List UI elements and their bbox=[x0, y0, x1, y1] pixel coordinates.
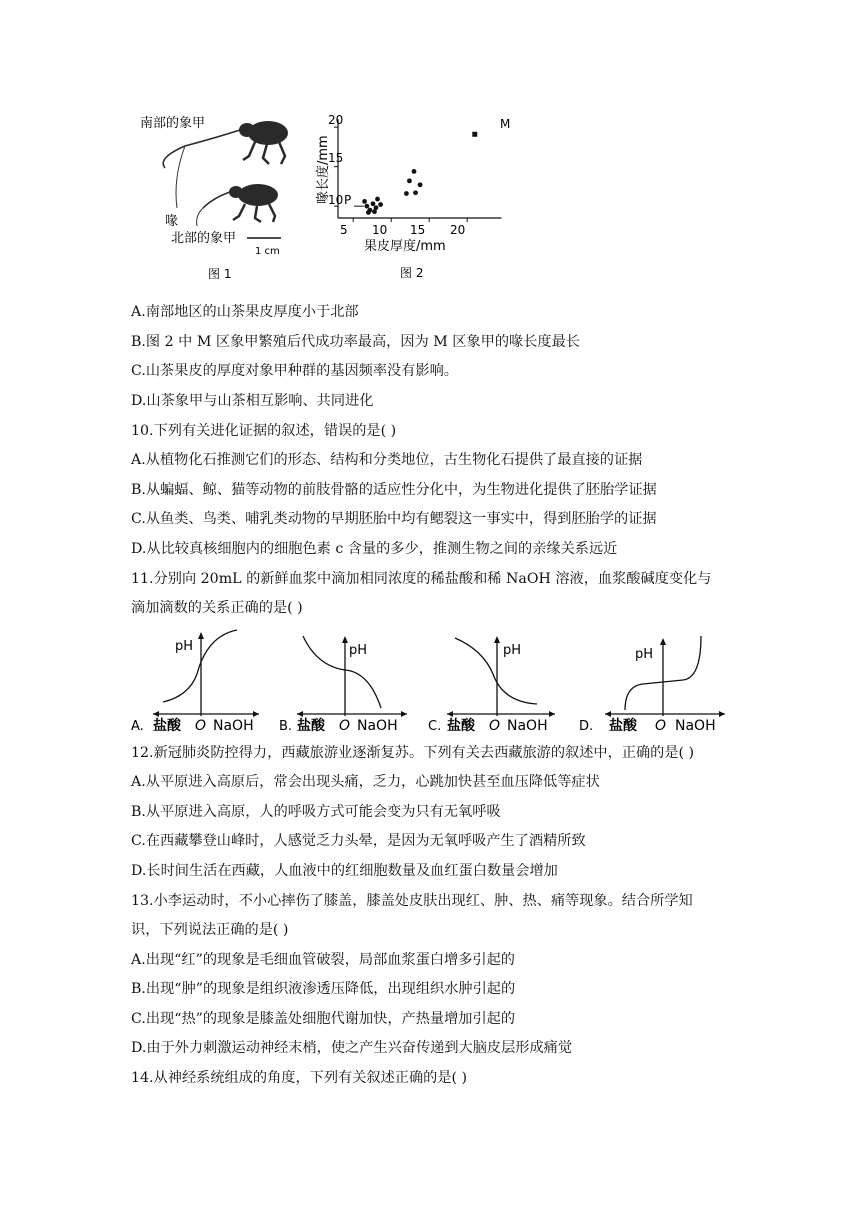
graph-c bbox=[428, 636, 555, 734]
data-point bbox=[362, 199, 367, 204]
figure-2-caption: 图 2 bbox=[400, 266, 424, 280]
q12-option-c: C.在西藏攀登山峰时，人感觉乏力头晕，是因为无氧呼吸产生了酒精所致 bbox=[131, 833, 586, 849]
label-south: 南部的象甲 bbox=[140, 116, 206, 131]
option-b-label: B. bbox=[279, 719, 293, 734]
option-a-label: A. bbox=[131, 719, 144, 734]
graph-d-ph: pH bbox=[635, 647, 654, 662]
data-point bbox=[364, 204, 369, 209]
north-beetle-icon bbox=[203, 184, 278, 222]
graph-c-right: NaOH bbox=[507, 718, 548, 734]
graph-b-ph: pH bbox=[349, 643, 368, 658]
x-axis-label: 果皮厚度/mm bbox=[364, 239, 446, 254]
xtick-5: 5 bbox=[340, 223, 348, 237]
q10-option-b: B.从蝙蝠、鲸、猫等动物的前肢骨骼的适应性分化中，为生物进化提供了胚胎学证据 bbox=[131, 482, 657, 498]
ytick-20: 20 bbox=[328, 113, 344, 127]
graph-b-left: 盐酸 bbox=[297, 718, 325, 734]
q13-option-d: D.由于外力刺激运动神经末梢，使之产生兴奋传递到大脑皮层形成痛觉 bbox=[131, 1040, 573, 1056]
data-point bbox=[404, 191, 409, 196]
graph-a-origin: O bbox=[195, 718, 207, 734]
q13-stem-line2: 识，下列说法正确的是( ) bbox=[131, 922, 289, 938]
q10-option-a: A.从植物化石推测它们的形态、结构和分类地位，古生物化石提供了最直接的证据 bbox=[131, 452, 643, 468]
scatter-chart bbox=[312, 104, 522, 286]
q11-stem-line2: 滴加滴数的关系正确的是( ) bbox=[131, 600, 303, 616]
option-c-label: C. bbox=[428, 719, 442, 734]
q12-option-a: A.从平原进入高原后，常会出现头痛，乏力，心跳加快甚至血压降低等症状 bbox=[131, 774, 600, 790]
beetle-illustration bbox=[135, 108, 310, 288]
xtick-10: 10 bbox=[372, 223, 388, 237]
data-point bbox=[378, 202, 383, 207]
data-point bbox=[375, 197, 380, 202]
q13-option-c: C.出现“热”的现象是膝盖处细胞代谢加快，产热量增加引起的 bbox=[131, 1011, 516, 1027]
label-beak: 喙 bbox=[165, 214, 179, 229]
data-point bbox=[412, 169, 417, 174]
y-axis-label: 喙长度/mm bbox=[316, 135, 331, 204]
graph-c-ph: pH bbox=[503, 643, 522, 658]
q12-stem: 12.新冠肺炎防控得力，西藏旅游业逐渐复苏。下列有关去西藏旅游的叙述中，正确的是( ) bbox=[131, 745, 695, 761]
q10-option-c: C.从鱼类、鸟类、哺乳类动物的早期胚胎中均有鳃裂这一事实中，得到胚胎学的证据 bbox=[131, 511, 657, 527]
graph-b-origin: O bbox=[339, 718, 351, 734]
q10-option-d: D.从比较真核细胞内的细胞色素 c 含量的多少，推测生物之间的亲缘关系远近 bbox=[131, 541, 618, 557]
q13-option-a: A.出现“红”的现象是毛细血管破裂，局部血浆蛋白增多引起的 bbox=[131, 952, 515, 968]
q12-option-d: D.长时间生活在西藏，人血液中的红细胞数量及血红蛋白数量会增加 bbox=[131, 863, 558, 879]
q9-option-c: C.山茶果皮的厚度对象甲种群的基因频率没有影响。 bbox=[131, 363, 458, 379]
q11-stem-line1: 11.分别向 20mL 的新鲜血浆中滴加相同浓度的稀盐酸和稀 NaOH 溶液，血浆酸碱度变化与 bbox=[131, 571, 712, 587]
data-point bbox=[418, 182, 423, 187]
graph-b-right: NaOH bbox=[357, 718, 398, 734]
xtick-20: 20 bbox=[450, 223, 466, 237]
figure-2 bbox=[312, 104, 522, 286]
scale-label: 1 cm bbox=[255, 246, 280, 257]
q13-option-b: B.出现“肿”的现象是组织液渗透压降低，出现组织水肿引起的 bbox=[131, 981, 516, 997]
label-P: P bbox=[344, 193, 352, 207]
graph-a-right: NaOH bbox=[213, 718, 254, 734]
ph-graphs bbox=[131, 624, 741, 739]
graph-b bbox=[279, 636, 407, 734]
ytick-15: 15 bbox=[328, 151, 344, 165]
figure-1 bbox=[135, 108, 310, 288]
data-point bbox=[366, 210, 371, 215]
graph-d-right: NaOH bbox=[675, 718, 716, 734]
ytick-10: 10 bbox=[328, 193, 344, 207]
figure-1-caption: 图 1 bbox=[208, 267, 232, 281]
graph-c-origin: O bbox=[489, 718, 501, 734]
q10-stem: 10.下列有关进化证据的叙述，错误的是( ) bbox=[131, 423, 397, 439]
q9-option-a: A.南部地区的山茶果皮厚度小于北部 bbox=[131, 304, 359, 320]
graph-d bbox=[579, 636, 725, 734]
data-point bbox=[372, 209, 377, 214]
label-north: 北部的象甲 bbox=[171, 231, 237, 246]
q12-option-b: B.从平原进入高原，人的呼吸方式可能会变为只有无氧呼吸 bbox=[131, 804, 501, 820]
q11-graphs bbox=[131, 624, 741, 739]
option-d-label: D. bbox=[579, 719, 594, 734]
q13-stem-line1: 13.小李运动时，不小心摔伤了膝盖，膝盖处皮肤出现红、肿、热、痛等现象。结合所学知 bbox=[131, 893, 693, 909]
label-M: M bbox=[500, 117, 511, 131]
q9-option-d: D.山茶象甲与山茶相互影响、共同进化 bbox=[131, 393, 374, 409]
data-point-m bbox=[472, 132, 477, 137]
graph-d-origin: O bbox=[655, 718, 667, 734]
q14-stem: 14.从神经系统组成的角度，下列有关叙述正确的是( ) bbox=[131, 1070, 468, 1086]
data-point bbox=[371, 201, 376, 206]
graph-d-left: 盐酸 bbox=[609, 718, 637, 734]
xtick-15: 15 bbox=[410, 223, 426, 237]
q9-option-b: B.图 2 中 M 区象甲繁殖后代成功率最高，因为 M 区象甲的喙长度最长 bbox=[131, 334, 580, 350]
graph-a bbox=[131, 630, 259, 734]
data-point bbox=[413, 190, 418, 195]
graph-a-left: 盐酸 bbox=[153, 718, 181, 734]
graph-c-left: 盐酸 bbox=[447, 718, 475, 734]
data-point bbox=[407, 178, 412, 183]
graph-a-ph: pH bbox=[175, 639, 194, 654]
